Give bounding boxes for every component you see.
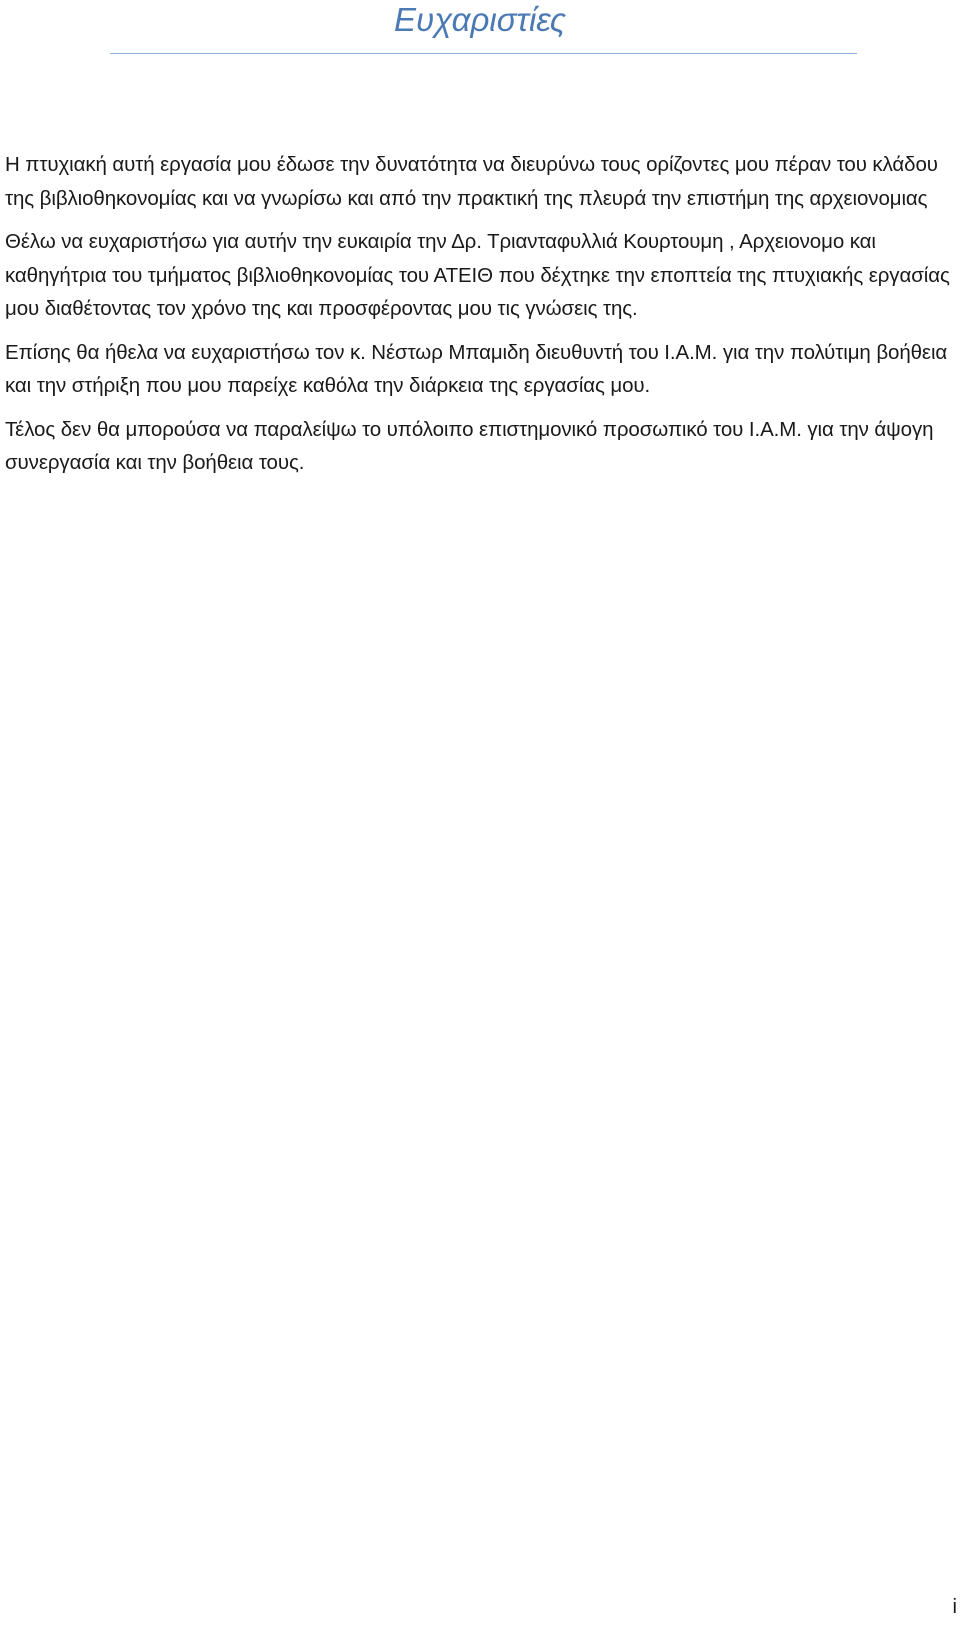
document-body — [5, 148, 955, 490]
page-number: i — [952, 1596, 957, 1618]
paragraph-thanks-supervisor: Θέλω να ευχαριστήσω για αυτήν την ευκαιρία την Δρ. Τριανταφυλλιά Κουρτουμη , Αρχειονομο και καθηγήτρια του τμήματος βιβλιοθηκονομίας του ΑΤΕΙΘ που δέχτηκε την εποπτεία της πτυχιακής εργασίας μου διαθέτοντας τον χρόνο της και προσφέροντας μου τις γνώσεις της. — [5, 230, 950, 320]
page-title: Ευχαριστίες — [394, 1, 566, 38]
title-underline — [110, 53, 857, 54]
paragraph-intro: Η πτυχιακή αυτή εργασία μου έδωσε την δυνατότητα να διευρύνω τους ορίζοντες μου πέραν του κλάδου της βιβλιοθηκονομίας και να γνωρίσω και από την πρακτική της πλευρά την επιστήμη της αρχειονομιας — [5, 153, 938, 210]
paragraph-thanks-director: Επίσης θα ήθελα να ευχαριστήσω τον κ. Νέστωρ Μπαμιδη διευθυντή του Ι.Α.Μ. για την πολύτιμη βοήθεια και την στήριξη που μου παρείχε καθόλα την διάρκεια της εργασίας μου. — [5, 340, 948, 397]
paragraph-thanks-staff: Τέλος δεν θα μπορούσα να παραλείψω το υπόλοιπο επιστημονικό προσωπικό του Ι.Α.Μ. για την άψογη συνεργασία και την βοήθεια τους. — [5, 417, 934, 474]
